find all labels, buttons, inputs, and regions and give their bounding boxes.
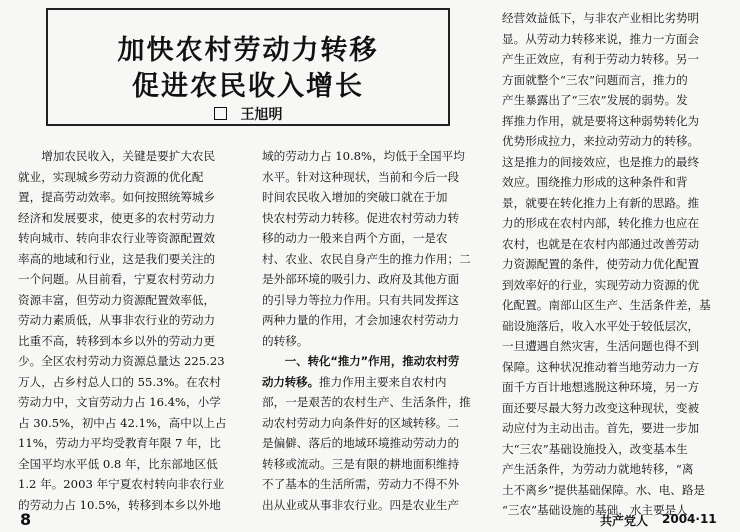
text-line: 农村，也就是在农村内部通过改善劳动 xyxy=(502,236,700,251)
text-line: 移的动力一般来自两个方面，一是农 xyxy=(262,231,448,245)
text-line: 力的形成在农村内部，转化推力也应在 xyxy=(502,216,700,230)
text-line: 域的劳动力占 10.8%，均低于全国平均 xyxy=(262,149,465,163)
text-line: 显。从劳动力转移来说，推力一方面会 xyxy=(502,31,700,46)
text-line: 方面就整个“三农”问题而言，推力的 xyxy=(502,72,688,87)
text-line: 产生正效应，有利于劳动力转移。另一 xyxy=(502,52,700,66)
text-line: 部，一是艰苦的农村生产、生活条件，推 xyxy=(262,395,471,409)
text-line: 转向城市、转向非农行业等资源配置效 xyxy=(18,231,216,245)
article-title-box xyxy=(46,8,450,126)
text-line: 比重不高，转移到本乡以外的劳动力更 xyxy=(18,333,216,348)
text-line: 资源丰富，但劳动力资源配置效率低， xyxy=(18,292,216,307)
text-line: 就业，实现城乡劳动力资源的优化配 xyxy=(18,169,204,184)
text-column-3 xyxy=(502,8,728,521)
magazine-name: 共产党人 xyxy=(600,514,649,528)
text-line: 大“三农”基础设施投入，改变基本生 xyxy=(502,441,688,456)
text-line: 不了基本的生活所需，劳动力不得不外 xyxy=(262,477,460,491)
text-line: 占 30.5%，初中占 42.1%，高中以上占 xyxy=(18,415,227,430)
text-line: 1.2 年。2003 年宁夏农村转向非农行业 xyxy=(18,477,225,491)
text-line: 这是推力的间接效应，也是推力的最终 xyxy=(502,154,700,169)
text-line: 产生活条件，为劳动力就地转移，“离 xyxy=(502,462,694,476)
text-line: 水平。针对这种现状，当前和今后一段 xyxy=(262,169,460,184)
text-line: 全国平均水平低 0.8 年，比东部地区低 xyxy=(18,456,218,471)
issue-number: 2004·11 xyxy=(662,512,717,526)
text-line: 11%，劳动力平均受教育年限 7 年，比 xyxy=(18,436,221,450)
text-line: 动农村劳动力向条件好的区域转移。二 xyxy=(262,415,460,430)
text-line: 万人，占乡村总人口的 55.3%。在农村 xyxy=(18,374,221,389)
text-column-1 xyxy=(18,146,244,515)
text-line: 增加农民收入，关键是要扩大农民 xyxy=(18,149,216,163)
text-line: 效应。围绕推力形成的这种条件和背 xyxy=(502,175,688,189)
square-bullet-icon xyxy=(214,107,227,120)
text-line: 优势形成拉力，来拉动劳动力的转移。 xyxy=(502,134,700,148)
text-line: 出从业或从事非农行业。四是农业生产 xyxy=(262,497,460,512)
section-heading-tail: 动力转移。 xyxy=(262,374,319,389)
text-line: 面还要尽最大努力改变这种现状，变被 xyxy=(502,400,700,415)
text-line: 力资源配置的条件，使劳动力优化配置 xyxy=(502,257,700,271)
text-line: 化配置。南部山区生产、生活条件差，基 xyxy=(502,298,711,312)
text-line: 一个问题。从目前看，宁夏农村劳动力 xyxy=(18,272,216,286)
byline xyxy=(48,104,448,124)
article-title-line1: 加快农村劳动力转移 xyxy=(117,35,379,66)
article-title-line2: 促进农民收入增长 xyxy=(132,71,364,102)
text-line: 快农村劳动力转移。促进农村劳动力转 xyxy=(262,210,460,225)
text-line: 置，提高劳动效率。如何按照统筹城乡 xyxy=(18,190,216,204)
text-line: 一旦遭遇自然灾害，生活问题也得不到 xyxy=(502,339,700,353)
text-line: 率高的地域和行业，这是我们要关注的 xyxy=(18,251,216,266)
text-line: 保障。这种状况推动着当地劳动力一方 xyxy=(502,359,700,374)
text-line: 面千方百计地想逃脱这种环境，另一方 xyxy=(502,380,700,394)
text-line: “三农”基础设施的基础，水主要是人 xyxy=(502,503,688,517)
text-line: 劳动力素质低，从事非农行业的劳动力 xyxy=(18,313,216,327)
text-line: 时间农民收入增加的突破口就在于加 xyxy=(262,190,448,204)
section-heading-line2 xyxy=(262,372,490,393)
author-name: 王旭明 xyxy=(240,107,283,123)
text-line: 动应付为主动出击。首先，要进一步加 xyxy=(502,421,700,435)
text-line: 的劳动力占 10.5%，转移到本乡以外地 xyxy=(18,497,221,512)
text-line: 挥推力作用，就是要将这种弱势转化为 xyxy=(502,113,700,128)
text-line: 是偏僻、落后的地域环境推动劳动力的 xyxy=(262,436,460,450)
text-column-2 xyxy=(262,146,490,515)
page-number: 8 xyxy=(20,510,32,529)
text-line: 转移或流动。三是有限的耕地面积维持 xyxy=(262,456,460,471)
text-line: 产生暴露出了“三农”发展的弱势。发 xyxy=(502,93,688,107)
text-line: 经营效益低下，与非农产业相比劣势明 xyxy=(502,11,700,25)
text-line: 是外部环境的吸引力、政府及其他方面 xyxy=(262,272,460,286)
text-line: 经济和发展要求，使更多的农村劳动力 xyxy=(18,210,216,225)
text-line: 的引导力等拉力作用。只有共同发挥这 xyxy=(262,292,460,307)
paragraph-text: 推力作用主要来自农村内 xyxy=(318,374,447,389)
section-heading: 一、转化“推力”作用，推动农村劳 xyxy=(262,354,460,368)
text-line: 两种力量的作用，才会加速农村劳动力 xyxy=(262,313,460,327)
text-line: 土不离乡”提供基础保障。水、电、路是 xyxy=(502,482,706,497)
text-line: 的转移。 xyxy=(262,333,309,348)
page-footer xyxy=(0,508,740,532)
text-line: 础设施落后，收入水平处于较低层次， xyxy=(502,318,700,333)
text-line: 到效率好的行业，实现劳动力资源的优 xyxy=(502,277,700,292)
text-line: 少。全区农村劳动力资源总量达 225.23 xyxy=(18,354,225,368)
text-line: 景，就要在转化推力上有新的思路。推 xyxy=(502,195,700,210)
text-line: 劳动力中，文盲劳动力占 16.4%，小学 xyxy=(18,395,221,409)
text-line: 村、农业、农民自身产生的推力作用；二 xyxy=(262,251,471,266)
